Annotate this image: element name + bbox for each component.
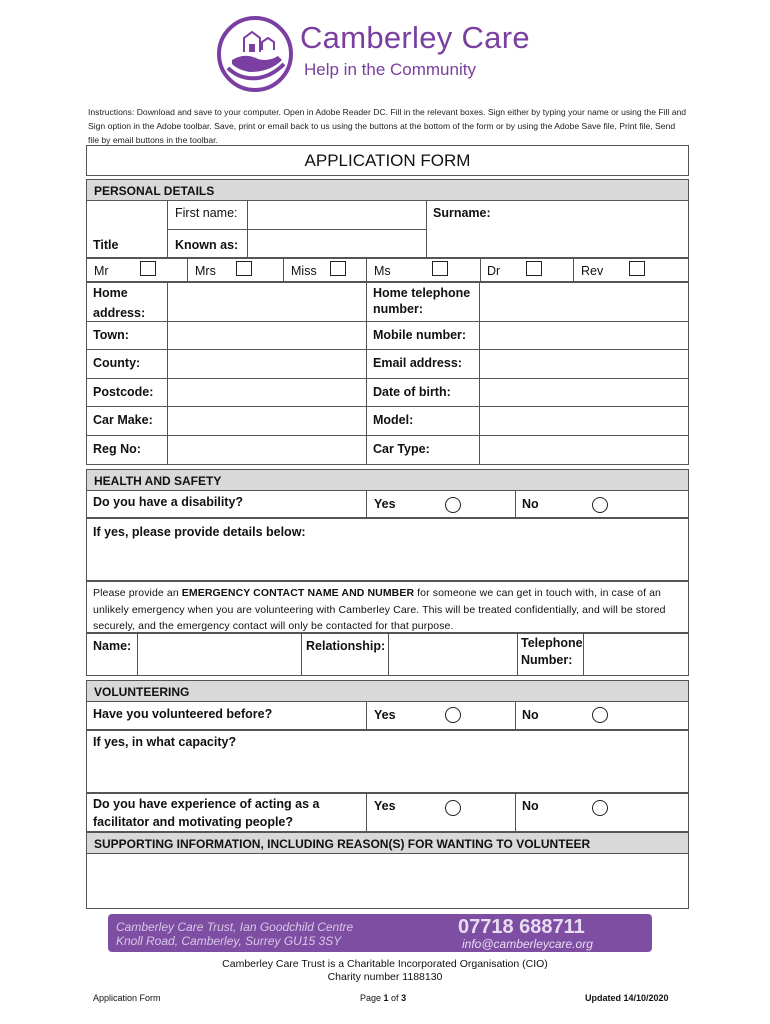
car-make-label: Car Make: [93, 413, 153, 427]
title-label: Title [93, 238, 119, 252]
known-as-label: Known as: [175, 238, 239, 252]
emergency-telephone-label-2: Number: [521, 653, 573, 667]
postcode-input[interactable] [169, 380, 364, 405]
county-input[interactable] [169, 351, 364, 377]
relationship-label: Relationship: [306, 639, 386, 653]
email-label: Email address: [373, 356, 462, 370]
personal-details-heading: PERSONAL DETAILS [86, 179, 689, 201]
first-name-input[interactable] [249, 202, 425, 228]
home-address-label-2: address: [93, 306, 146, 320]
title-mr-checkbox[interactable] [140, 261, 156, 276]
first-name-label: First name: [175, 206, 238, 220]
volunteered-no-radio[interactable] [592, 707, 608, 723]
disability-question: Do you have a disability? [93, 495, 244, 509]
facilitator-no-label: No [522, 799, 539, 813]
home-telephone-input[interactable] [481, 284, 687, 320]
model-label: Model: [373, 413, 414, 427]
supporting-info-box[interactable] [86, 853, 689, 909]
footer-form-name: Application Form [93, 993, 161, 1003]
dob-input[interactable] [481, 380, 687, 405]
relationship-input[interactable] [390, 635, 515, 674]
volunteering-heading: VOLUNTEERING [86, 680, 689, 702]
dob-label: Date of birth: [373, 385, 451, 399]
facilitator-yes-radio[interactable] [445, 800, 461, 816]
facilitator-no-radio[interactable] [592, 800, 608, 816]
town-label: Town: [93, 328, 129, 342]
surname-label: Surname: [433, 206, 491, 220]
surname-input[interactable] [500, 202, 686, 256]
emergency-telephone-input[interactable] [585, 635, 687, 674]
title-mrs-checkbox[interactable] [236, 261, 252, 276]
town-input[interactable] [169, 323, 364, 348]
car-type-label: Car Type: [373, 442, 430, 456]
banner-address: Camberley Care Trust, Ian Goodchild Centre Knoll Road, Camberley, Surrey GU15 3SY [116, 920, 354, 948]
title-dr-label: Dr [487, 264, 501, 278]
capacity-label: If yes, in what capacity? [93, 735, 237, 749]
car-make-input[interactable] [169, 408, 364, 434]
model-input[interactable] [481, 408, 687, 434]
facilitator-question-2: facilitator and motivating people? [93, 815, 294, 829]
volunteered-yes-radio[interactable] [445, 707, 461, 723]
form-title-box [86, 145, 689, 176]
emergency-telephone-label: Telephone [521, 636, 583, 650]
health-safety-heading: HEALTH AND SAFETY [86, 469, 689, 491]
postcode-label: Postcode: [93, 385, 154, 399]
facilitator-question: Do you have experience of acting as a [93, 797, 320, 811]
banner-phone: 07718 688711 [458, 916, 585, 938]
home-telephone-label: Home telephone [373, 286, 471, 300]
title-rev-checkbox[interactable] [629, 261, 645, 276]
volunteered-yes-label: Yes [374, 708, 396, 722]
email-input[interactable] [481, 351, 687, 377]
known-as-input[interactable] [249, 231, 425, 257]
disability-yes-label: Yes [374, 497, 396, 511]
instructions: Instructions: Download and save to your computer. Open in Adobe Reader DC. Fill in the relevant boxes. Sign either by typing your name or using the Fill and Sign option in the Adobe toolbar. Save, print or email back to us using the buttons at the bottom of the form or by using the Adobe Save file, Print file, Send file by email buttons in the toolbar. [88, 107, 687, 145]
title-mr-label: Mr [94, 264, 109, 278]
page-number: Page 1 of 3 [360, 993, 407, 1003]
disability-yes-radio[interactable] [445, 497, 461, 513]
disability-details-label: If yes, please provide details below: [93, 525, 306, 539]
banner-email: info@camberleycare.org [462, 937, 593, 951]
emergency-name-label: Name: [93, 639, 132, 653]
updated-date: Updated 14/10/2020 [585, 993, 669, 1003]
title-miss-label: Miss [291, 264, 317, 278]
home-address-input[interactable] [169, 284, 364, 320]
title-rev-label: Rev [581, 264, 604, 278]
county-label: County: [93, 356, 141, 370]
charity-statement: Camberley Care Trust is a Charitable Incorporated Organisation (CIO) [222, 958, 548, 970]
form-title: APPLICATION FORM [304, 151, 471, 170]
emergency-name-input[interactable] [139, 635, 299, 674]
mobile-label: Mobile number: [373, 328, 467, 342]
charity-number: Charity number 1188130 [327, 971, 443, 983]
reg-no-input[interactable] [169, 437, 364, 464]
brand-tagline: Help in the Community [304, 60, 476, 79]
facilitator-yes-label: Yes [374, 799, 396, 813]
title-ms-label: Ms [374, 264, 391, 278]
emergency-info-text: Please provide an EMERGENCY CONTACT NAME AND NUMBER for someone we can get in touch with, in case of an unlikely emergency when you are volunteering with Camberley Care. This will be treated confidentially, and will be stored securely, and the emergency contact will only be contacted for that purpose. [93, 587, 666, 632]
volunteered-no-label: No [522, 708, 539, 722]
car-type-input[interactable] [481, 437, 687, 464]
title-ms-checkbox[interactable] [432, 261, 448, 276]
reg-no-label: Reg No: [93, 442, 141, 456]
title-dr-checkbox[interactable] [526, 261, 542, 276]
title-mrs-label: Mrs [195, 264, 216, 278]
brand-name: Camberley Care [300, 20, 530, 55]
hands-house-logo-icon [210, 14, 300, 94]
supporting-info-heading: SUPPORTING INFORMATION, INCLUDING REASON(S) FOR WANTING TO VOLUNTEER [86, 832, 689, 854]
home-telephone-label-2: number: [373, 302, 423, 316]
volunteered-before-question: Have you volunteered before? [93, 707, 273, 721]
home-address-label: Home [93, 286, 128, 300]
title-miss-checkbox[interactable] [330, 261, 346, 276]
disability-no-radio[interactable] [592, 497, 608, 513]
mobile-input[interactable] [481, 323, 687, 348]
disability-no-label: No [522, 497, 539, 511]
